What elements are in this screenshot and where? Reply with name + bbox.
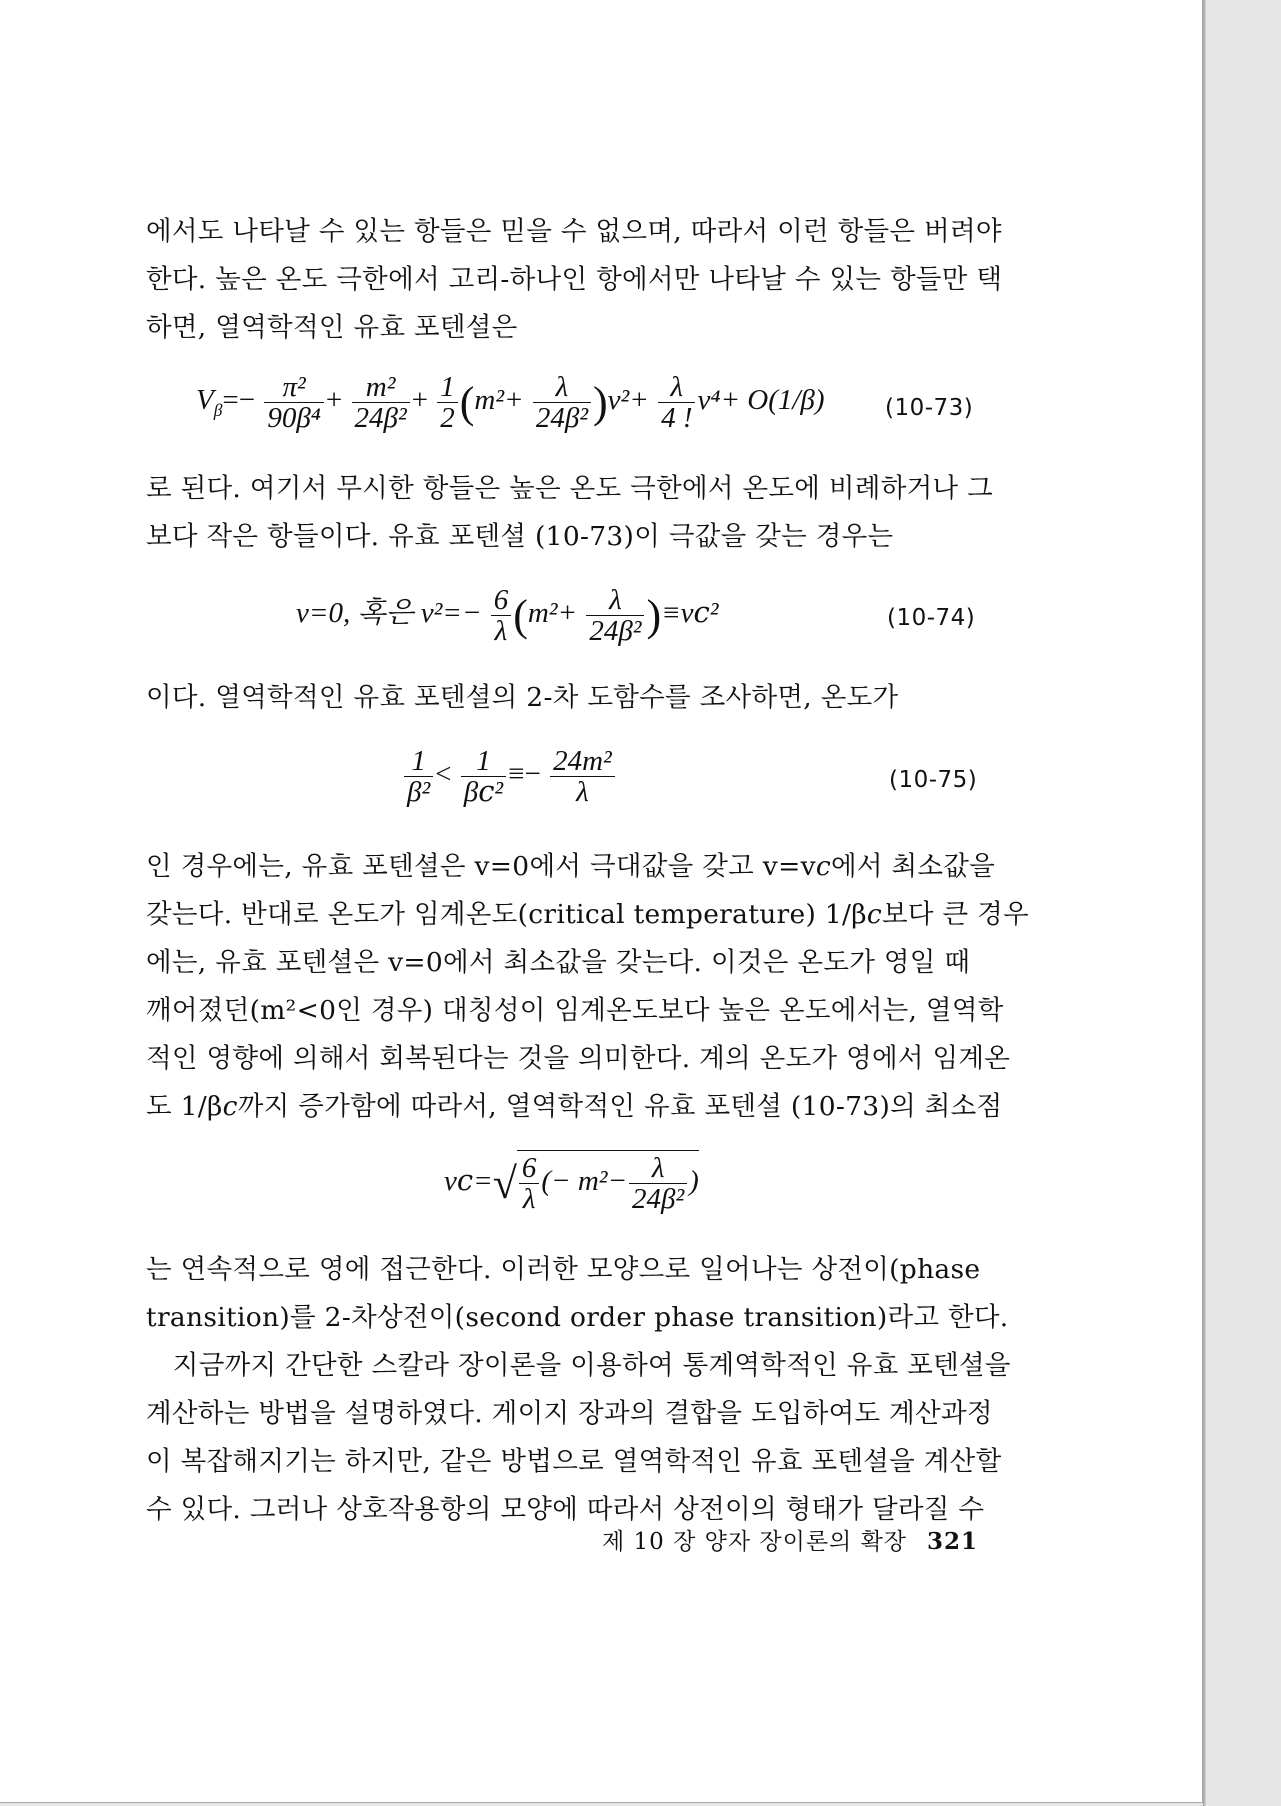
numerator: 1: [437, 372, 458, 403]
text-line: 적인 영향에 의해서 회복된다는 것을 의미한다. 계의 온도가 영에서 임계온: [146, 1043, 1011, 1074]
denominator: λ: [494, 615, 508, 647]
eq-term: v=0, 혹은 v²=−: [296, 597, 482, 630]
text-line: 갖는다. 반대로 온도가 임계온도(critical temperature) 1/β𝑐보다 큰 경우: [146, 899, 1029, 930]
paragraph-intro: [146, 208, 1008, 352]
numerator: 6: [491, 585, 512, 616]
sqrt-radicand: [517, 1150, 699, 1214]
text-line: 이 복잡해지기는 하지만, 같은 방법으로 열역학적인 유효 포텐셜을 계산할: [146, 1446, 1002, 1477]
denominator: 24β²: [354, 402, 407, 434]
eq-relation: <: [435, 758, 452, 791]
text-line: 에서도 나타날 수 있는 항들은 믿을 수 없으며, 따라서 이런 항들은 버려야: [146, 216, 1002, 247]
denominator: 4 !: [661, 402, 693, 434]
equation-10-75: [402, 746, 617, 807]
denominator: 24β²: [589, 615, 642, 647]
eq-term: m²+: [474, 384, 524, 417]
equation-10-74: v=0, 혹은 v²=− $\frac{6}{\lambda}$ (m²+ $\frac{\lambda}{\text{24β²}}$ )≡v𝑐²: [296, 584, 719, 647]
fraction: [437, 372, 458, 433]
fraction: [461, 746, 506, 807]
eq-relation: ≡−: [508, 758, 541, 791]
eq-term: m²+: [527, 597, 578, 630]
numerator: m²: [352, 372, 410, 403]
denominator: 90β⁴: [267, 402, 321, 434]
denominator: λ: [522, 1183, 536, 1215]
paragraph: [146, 1246, 1011, 1534]
paragraph: [146, 674, 1008, 722]
numerator: λ: [533, 372, 591, 403]
denominator: λ: [576, 776, 589, 808]
fraction: [658, 372, 695, 433]
paragraph: [146, 843, 1029, 1131]
text-line: 한다. 높은 온도 극한에서 고리-하나인 항에서만 나타날 수 있는 항들만 택: [146, 264, 1003, 295]
equation-10-73: $V_\beta=-$ $\frac{\text{π²}}{\text{90β⁴}}$ + $\frac{\text{m²}}{\text{24β²}}$ + $\frac{1}{2}$ (m²+ $\frac{\lambda}{\text{24β²}}$ )v²+ $\frac{\lambda}{4 !}$ v⁴+ O(1/β): [196, 371, 825, 434]
denominator: 24β²: [632, 1183, 685, 1215]
fraction: [629, 1153, 687, 1214]
text-line: 하면, 열역학적인 유효 포텐셜은: [146, 312, 518, 343]
sqrt-icon: √: [492, 1159, 517, 1208]
denominator: β²: [407, 776, 431, 808]
eq-term: (− m²−: [541, 1165, 628, 1198]
text-line: 로 된다. 여기서 무시한 항들은 높은 온도 극한에서 온도에 비례하거나 그: [146, 473, 994, 504]
text-line: 깨어졌던(m²<0인 경우) 대칭성이 임계온도보다 높은 온도에서는, 열역학: [146, 995, 1004, 1026]
denominator: β𝑐²: [463, 776, 504, 808]
numerator: π²: [264, 372, 324, 403]
equation-vc-sqrt: [444, 1150, 699, 1214]
text-line: 인 경우에는, 유효 포텐셜은 v=0에서 극대값을 갖고 v=v𝑐에서 최소값을: [146, 851, 996, 882]
text-line: 보다 작은 항들이다. 유효 포텐셜 (10-73)이 극값을 갖는 경우는: [146, 521, 894, 552]
text-line: 계산하는 방법을 설명하였다. 게이지 장과의 결합을 도입하여도 계산과정: [146, 1398, 993, 1429]
numerator: 24m²: [550, 746, 615, 777]
fraction: [519, 1153, 540, 1214]
eq-term: ): [689, 1165, 699, 1198]
numerator: 1: [404, 746, 433, 777]
fraction: [404, 746, 433, 807]
numerator: λ: [629, 1153, 687, 1184]
text-line: 에는, 유효 포텐셜은 v=0에서 최소값을 갖는다. 이것은 온도가 영일 때: [146, 947, 971, 978]
paragraph: [146, 465, 1008, 561]
text-line: transition)를 2-차상전이(second order phase transition)라고 한다.: [146, 1302, 1009, 1333]
numerator: 6: [519, 1153, 540, 1184]
text-line: 는 연속적으로 영에 접근한다. 이러한 모양으로 일어나는 상전이(phase: [146, 1254, 981, 1285]
fraction: [491, 585, 512, 646]
page-footer: [602, 1523, 978, 1556]
eq-term: v²+: [607, 384, 649, 417]
fraction: [352, 372, 410, 433]
denominator: 24β²: [535, 402, 589, 434]
numerator: λ: [586, 585, 644, 616]
fraction: [550, 746, 615, 807]
page-number: 321: [927, 1528, 979, 1555]
equation-number: (10-73): [885, 395, 974, 421]
eq-symbol: V: [196, 384, 214, 417]
numerator: λ: [658, 372, 695, 403]
denominator: 2: [440, 402, 455, 434]
text-line: 수 있다. 그러나 상호작용항의 모양에 따라서 상전이의 형태가 달라질 수: [146, 1494, 985, 1525]
chapter-title: 제 10 장 양자 장이론의 확장: [602, 1529, 908, 1555]
equation-number: (10-75): [889, 767, 978, 793]
fraction: [533, 372, 591, 433]
text-line: 도 1/β𝑐까지 증가함에 따라서, 열역학적인 유효 포텐셜 (10-73)의 최소점: [146, 1091, 1003, 1122]
text-line: 이다. 열역학적인 유효 포텐셜의 2-차 도함수를 조사하면, 온도가: [146, 682, 899, 713]
eq-symbol: β: [213, 399, 223, 420]
text-line: 지금까지 간단한 스칼라 장이론을 이용하여 통계역학적인 유효 포텐셜을: [146, 1350, 1011, 1381]
page-edge: [1203, 0, 1206, 1806]
eq-term: ≡v𝑐²: [661, 597, 719, 630]
fraction: [264, 372, 324, 433]
fraction: [586, 585, 644, 646]
eq-term: v𝑐=: [444, 1165, 493, 1198]
numerator: 1: [461, 746, 506, 777]
eq-term: v⁴+ O(1/β): [697, 384, 825, 417]
equation-number: (10-74): [887, 605, 976, 631]
